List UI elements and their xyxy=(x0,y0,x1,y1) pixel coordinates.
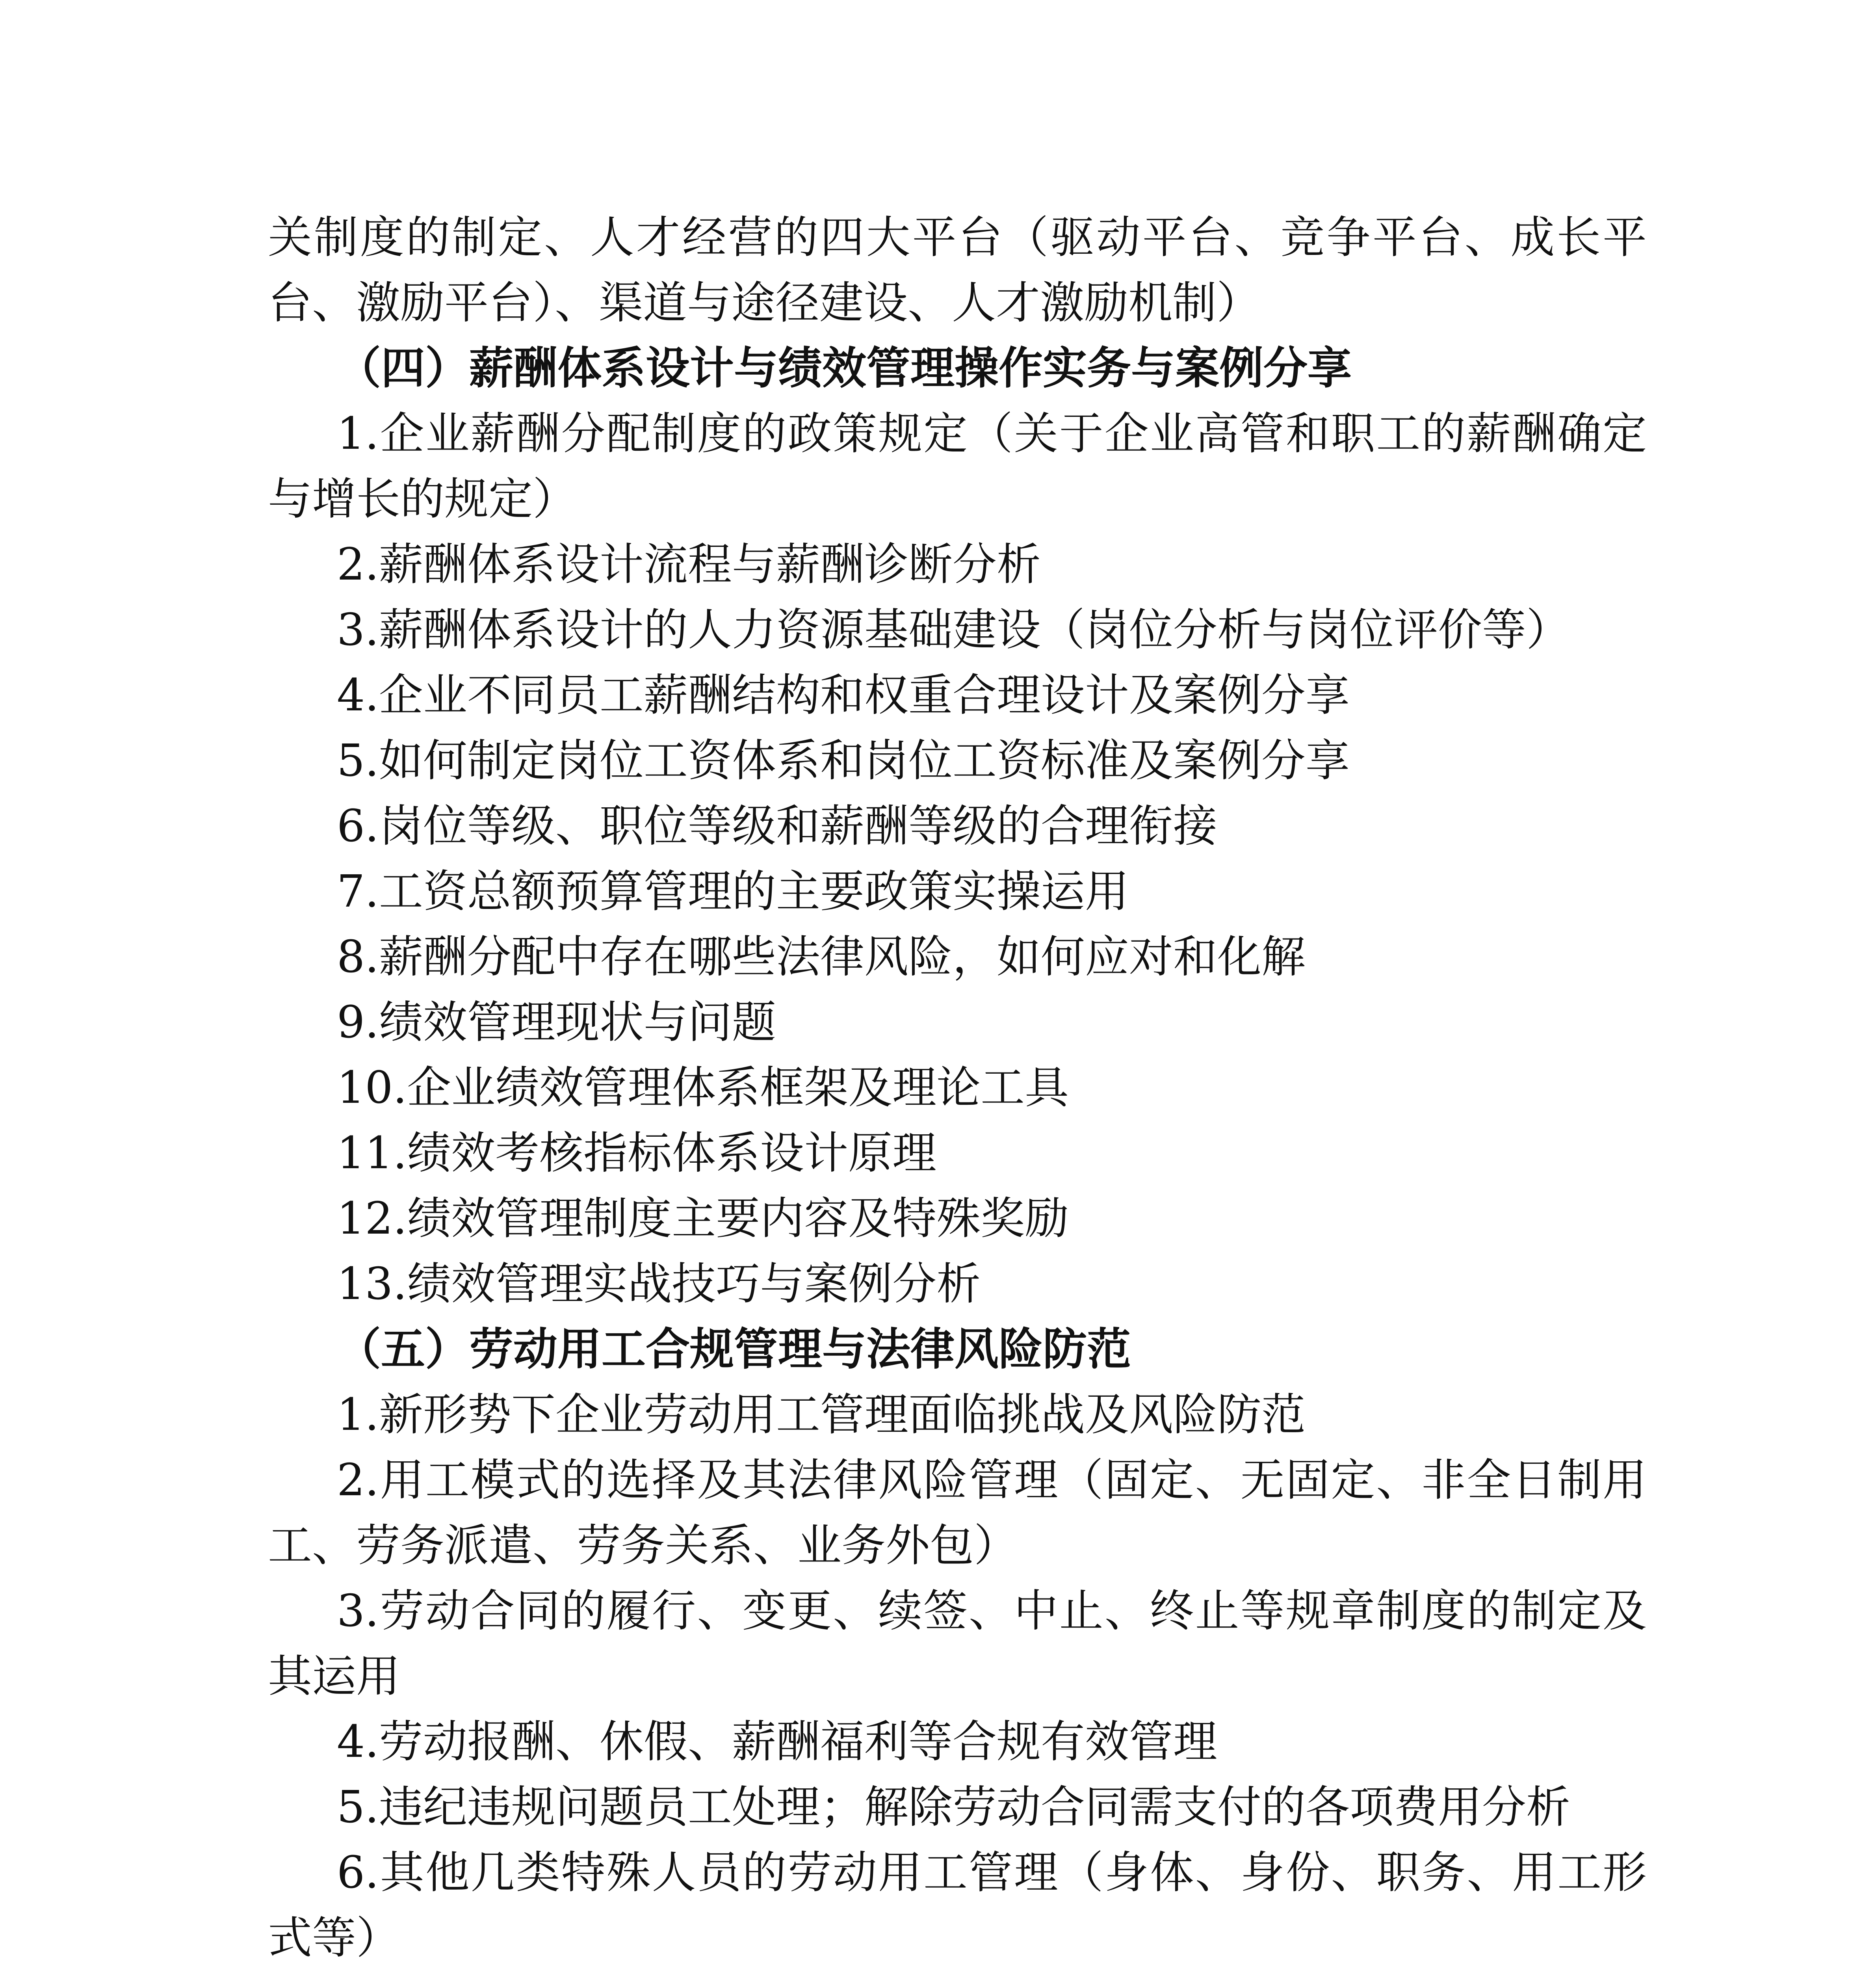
section-five-item-6: 6.其他几类特殊人员的劳动用工管理（身体、身份、职务、用工形式等） xyxy=(268,1847,1647,1964)
section-five-heading: （五）劳动用工合规管理与法律风险防范 xyxy=(337,1324,1131,1375)
section-four-item-9: 9.绩效管理现状与问题 xyxy=(337,997,776,1048)
section-four-item-11: 11.绩效考核指标体系设计原理 xyxy=(337,1128,937,1179)
section-four-item-12: 12.绩效管理制度主要内容及特殊奖励 xyxy=(337,1193,1069,1244)
intro-continuation-paragraph: 关制度的制定、人才经营的四大平台（驱动平台、竞争平台、成长平台、激励平台）、渠道与途径建设、人才激励机制） xyxy=(268,212,1647,329)
section-five-item-3: 3.劳动合同的履行、变更、续签、中止、终止等规章制度的制定及其运用 xyxy=(268,1585,1647,1702)
section-four-item-5: 5.如何制定岗位工资体系和岗位工资标准及案例分享 xyxy=(337,735,1350,786)
section-four-item-8: 8.薪酬分配中存在哪些法律风险，如何应对和化解 xyxy=(337,931,1306,983)
section-four-item-1: 1.企业薪酬分配制度的政策规定（关于企业高管和职工的薪酬确定与增长的规定） xyxy=(268,408,1647,525)
section-four-item-6: 6.岗位等级、职位等级和薪酬等级的合理衔接 xyxy=(337,801,1217,852)
section-four-item-4: 4.企业不同员工薪酬结构和权重合理设计及案例分享 xyxy=(337,670,1350,721)
section-five-item-1: 1.新形势下企业劳动用工管理面临挑战及风险防范 xyxy=(337,1389,1306,1440)
section-four-item-2: 2.薪酬体系设计流程与薪酬诊断分析 xyxy=(337,539,1041,590)
section-four-item-10: 10.企业绩效管理体系框架及理论工具 xyxy=(337,1062,1069,1113)
section-four-item-3: 3.薪酬体系设计的人力资源基础建设（岗位分析与岗位评价等） xyxy=(337,604,1570,656)
section-five-item-2: 2.用工模式的选择及其法律风险管理（固定、无固定、非全日制用工、劳务派遣、劳务关系、业务外包） xyxy=(268,1455,1647,1571)
document-body xyxy=(268,205,1647,1970)
section-four-heading: （四）薪酬体系设计与绩效管理操作实务与案例分享 xyxy=(337,343,1352,394)
section-four-item-13: 13.绩效管理实战技巧与案例分析 xyxy=(337,1258,981,1310)
section-five-item-4: 4.劳动报酬、休假、薪酬福利等合规有效管理 xyxy=(337,1716,1217,1767)
section-four-item-7: 7.工资总额预算管理的主要政策实操运用 xyxy=(337,866,1129,917)
section-five-item-5: 5.违纪违规问题员工处理；解除劳动合同需支付的各项费用分析 xyxy=(337,1782,1570,1833)
